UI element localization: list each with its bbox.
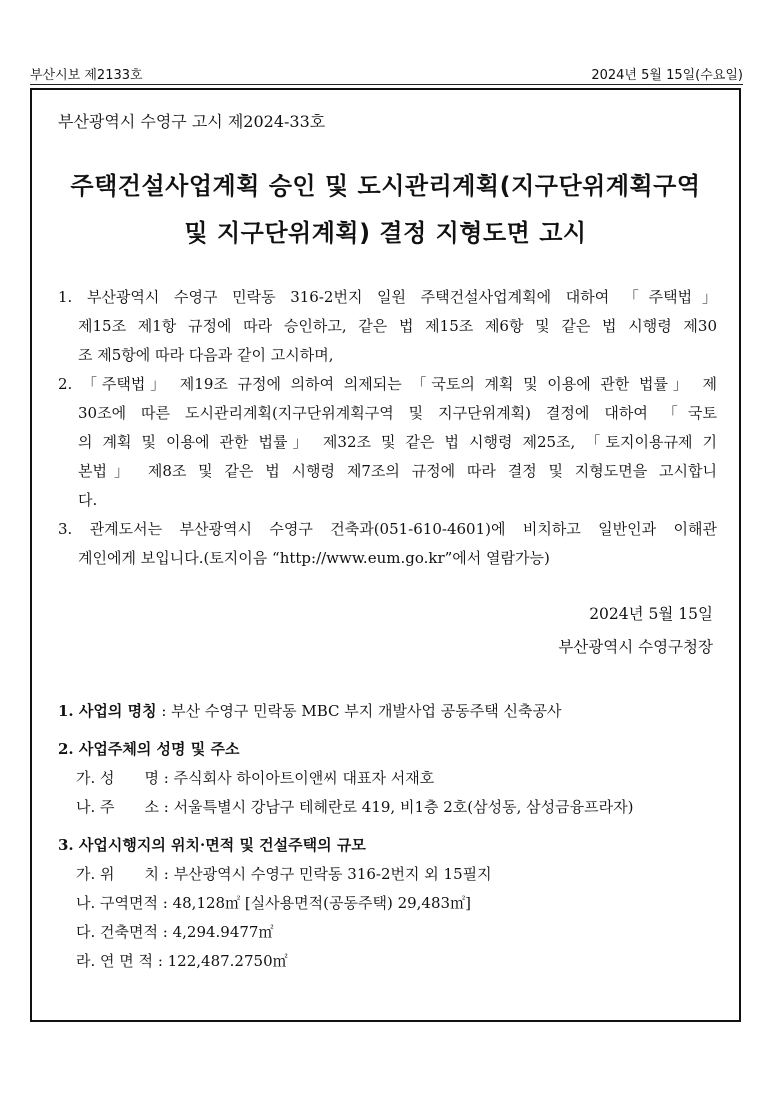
detail-label: 나. 구역면적 xyxy=(76,894,158,912)
detail-item xyxy=(76,793,633,822)
detail-label: 다. 건축면적 xyxy=(76,923,158,941)
notice-title-line2: 및 지구단위계획) 결정 지형도면 고시 xyxy=(184,219,587,247)
detail-value: : 122,487.2750㎡ xyxy=(153,952,288,970)
section-heading: 1. 사업의 명칭 xyxy=(58,702,157,720)
detail-item xyxy=(76,889,471,918)
section-value: : 부산 수영구 민락동 MBC 부지 개발사업 공동주택 신축공사 xyxy=(156,702,562,720)
notice-title-line1: 주택건설사업계획 승인 및 도시관리계획(지구단위계획구역 xyxy=(70,172,701,200)
detail-item xyxy=(76,918,273,947)
paragraph-line: 계인에게 보입니다.(토지이음 “http://www.eum.go.kr”에서 열람가능) xyxy=(78,549,550,567)
notice-number: 부산광역시 수영구 고시 제2024-33호 xyxy=(58,112,326,131)
section-heading: 2. 사업주체의 성명 및 주소 xyxy=(58,740,240,758)
paragraph-line: 제15조 제1항 규정에 따라 승인하고, 같은 법 제15조 제6항 및 같은 법 시행령 제30 xyxy=(78,317,717,335)
paragraph-line: 1. 부산광역시 수영구 민락동 316-2번지 일원 주택건설사업계획에 대하여 「주택법」 xyxy=(58,288,717,306)
detail-label: 나. 주 소 xyxy=(76,798,160,816)
paragraph-line: 의 계획 및 이용에 관한 법률」 제32조 및 같은 법 시행령 제25조, 「토지이용규제 기 xyxy=(78,433,717,451)
notice-frame xyxy=(30,88,741,1022)
gazette-issue-number: 부산시보 제2133호 xyxy=(30,68,143,83)
paragraph-line: 30조에 따른 도시관리계획(지구단위계획구역 및 지구단위계획) 결정에 대하여 「국토 xyxy=(78,404,717,422)
paragraph-line: 3. 관계도서는 부산광역시 수영구 건축과(051-610-4601)에 비치하고 일반인과 이해관 xyxy=(58,520,717,538)
header-divider xyxy=(30,84,743,85)
detail-value: : 부산광역시 수영구 민락동 316-2번지 외 15필지 xyxy=(159,865,492,883)
detail-item xyxy=(76,764,434,793)
gazette-header xyxy=(30,64,743,86)
section-heading: 3. 사업시행지의 위치·면적 및 건설주택의 규모 xyxy=(58,836,366,854)
detail-item xyxy=(76,860,492,889)
notice-issuer: 부산광역시 수영구청장 xyxy=(558,638,713,656)
notice-date: 2024년 5월 15일 xyxy=(589,605,713,623)
paragraph-line: 2. 「주택법」 제19조 규정에 의하여 의제되는 「국토의 계획 및 이용에 관한 법률」 제 xyxy=(58,375,717,393)
detail-label: 가. 위 치 xyxy=(76,865,160,883)
paragraph-line: 본법」 제8조 및 같은 법 시행령 제7조의 규정에 따라 결정 및 지형도면을 고시합니 xyxy=(78,462,717,480)
detail-value: : 4,294.9477㎡ xyxy=(158,923,274,941)
paragraph-line: 조 제5항에 따라 다음과 같이 고시하며, xyxy=(78,346,334,364)
detail-item xyxy=(76,947,288,976)
detail-value: : 48,128㎡ [실사용면적(공동주택) 29,483㎡] xyxy=(158,894,471,912)
detail-label: 라. 연 면 적 xyxy=(76,952,154,970)
paragraph-line: 다. xyxy=(78,491,98,509)
detail-value: : 서울특별시 강남구 테헤란로 419, 비1층 2호(삼성동, 삼성금융프라자) xyxy=(159,798,634,816)
detail-value: : 주식회사 하이아트이앤씨 대표자 서재호 xyxy=(159,769,435,787)
detail-label: 가. 성 명 xyxy=(76,769,160,787)
section-project-name xyxy=(58,697,561,726)
gazette-date: 2024년 5월 15일(수요일) xyxy=(591,68,743,83)
